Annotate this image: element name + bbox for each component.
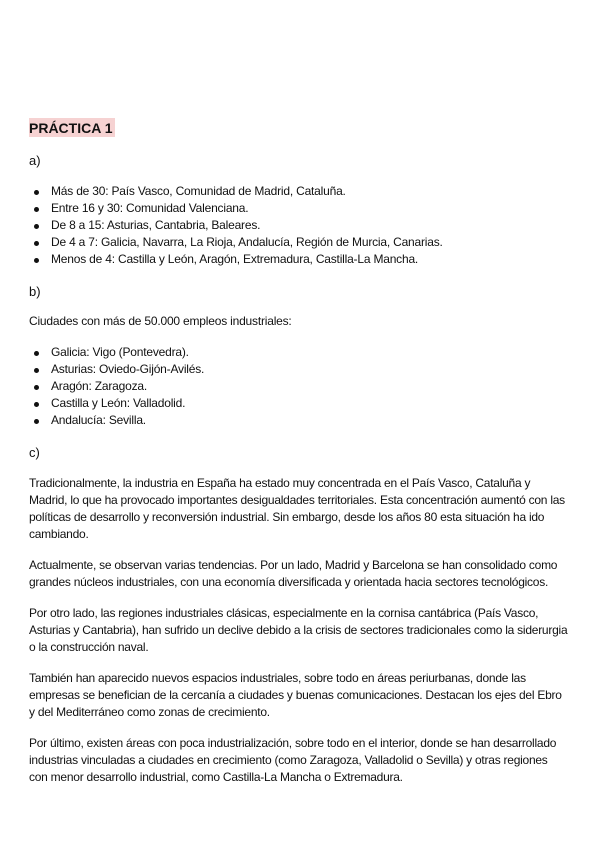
list-item: Andalucía: Sevilla. (51, 412, 569, 429)
section-b-intro: Ciudades con más de 50.000 empleos industriales: (29, 314, 292, 328)
list-item: Aragón: Zaragoza. (51, 378, 569, 395)
list-item: Asturias: Oviedo-Gijón-Avilés. (51, 361, 569, 378)
list-item: Galicia: Vigo (Pontevedra). (51, 344, 569, 361)
section-c-label: c) (29, 445, 40, 460)
list-item: Más de 30: País Vasco, Comunidad de Madrid, Cataluña. (51, 183, 569, 200)
document-body (29, 118, 569, 786)
paragraph: Por otro lado, las regiones industriales clásicas, especialmente en la cornisa cantábrica (País Vasco, Asturias y Cantabria), han sufrido un declive debido a la crisis de sectores tradicionales como la siderurgia o la construcción naval. (29, 606, 568, 654)
section-b-list (29, 344, 569, 429)
list-item: Castilla y León: Valladolid. (51, 395, 569, 412)
paragraph: Por último, existen áreas con poca industrialización, sobre todo en el interior, donde se han desarrollado industrias vinculadas a ciudades en crecimiento (como Zaragoza, Valladolid o Sevilla) y otras regiones con menor desarrollo industrial, como Castilla-La Mancha o Extremadura. (29, 736, 557, 784)
list-item: Menos de 4: Castilla y León, Aragón, Extremadura, Castilla-La Mancha. (51, 251, 569, 268)
page-title: PRÁCTICA 1 (29, 120, 113, 136)
paragraph: Tradicionalmente, la industria en España ha estado muy concentrada en el País Vasco, Cataluña y Madrid, lo que ha provocado importantes desigualdades territoriales. Esta concentración aumentó con las políticas de desarrollo y reconversión industrial. Sin embargo, desde los años 80 esta situación ha ido cambiando. (29, 476, 565, 541)
section-a-label: a) (29, 153, 41, 168)
section-b-label: b) (29, 284, 41, 299)
paragraph: Actualmente, se observan varias tendencias. Por un lado, Madrid y Barcelona se han consolidado como grandes núcleos industriales, con una economía diversificada y orientada hacia sectores tecnológicos. (29, 558, 558, 589)
paragraph: También han aparecido nuevos espacios industriales, sobre todo en áreas periurbanas, donde las empresas se benefician de la cercanía a ciudades y buenas comunicaciones. Destacan los ejes del Ebro y del Mediterráneo como zonas de crecimiento. (29, 671, 562, 719)
list-item: De 8 a 15: Asturias, Cantabria, Baleares. (51, 217, 569, 234)
list-item: De 4 a 7: Galicia, Navarra, La Rioja, Andalucía, Región de Murcia, Canarias. (51, 234, 569, 251)
section-a-list (29, 183, 569, 268)
list-item: Entre 16 y 30: Comunidad Valenciana. (51, 200, 569, 217)
